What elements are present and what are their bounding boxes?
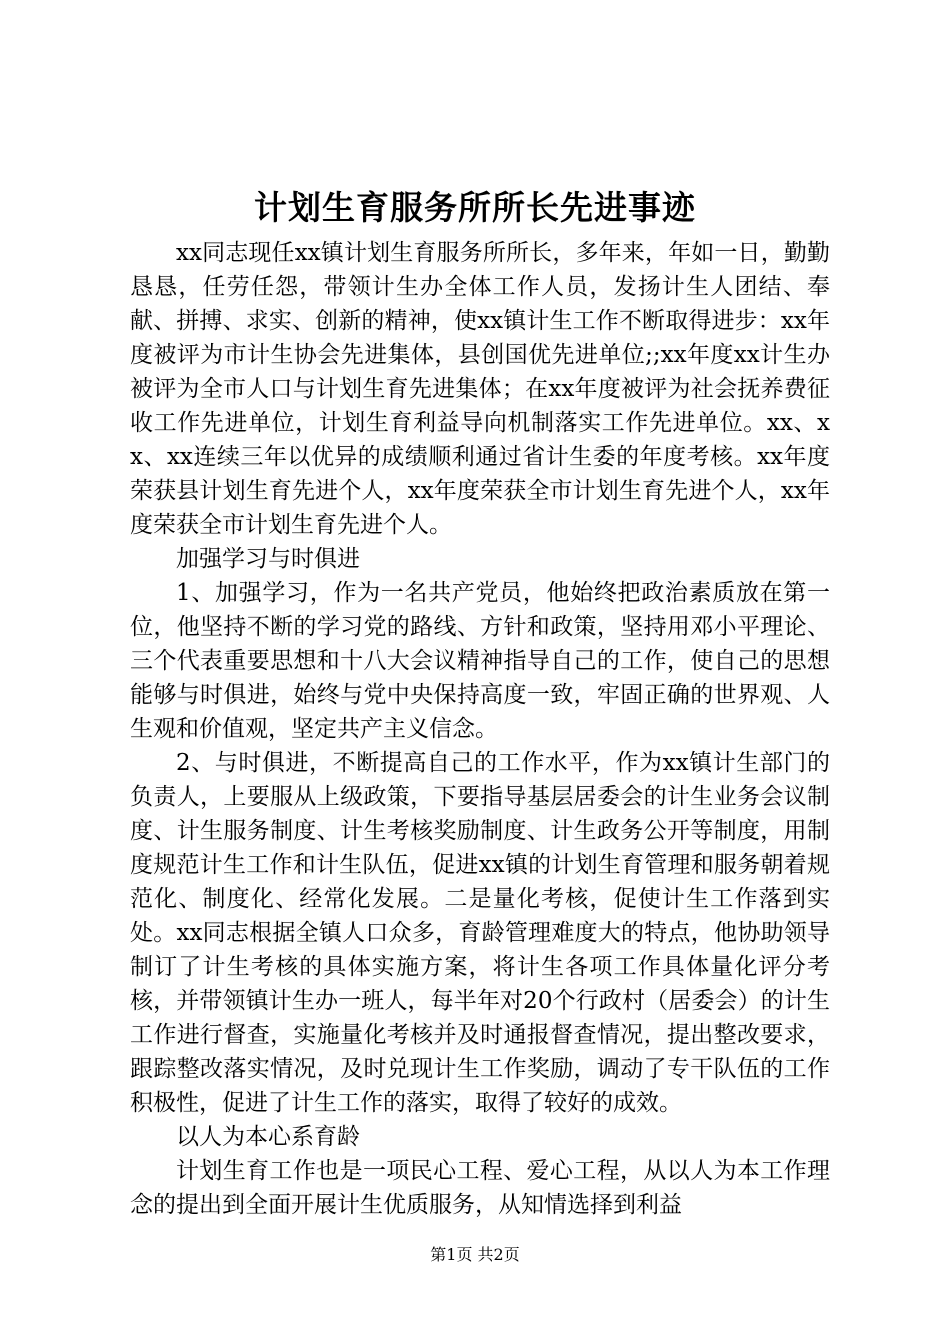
paragraph-intro: xx同志现任xx镇计划生育服务所所长，多年来，年如一日，勤勤恳恳，任劳任怨，带领计生办全体工作人员，发扬计生人团结、奉献、拼搏、求实、创新的精神，使xx镇计生工作不断取得进步：xx年度被评为市计生协会先进集体，县创国优先进单位;;xx年度xx计生办被评为全市人口与计划生育先进集体；在xx年度被评为社会抚养费征收工作先进单位，计划生育利益导向机制落实工作先进单位。xx、xx、xx连续三年以优异的成绩顺利通过省计生委的年度考核。xx年度荣获县计划生育先进个人，xx年度荣获全市计划生育先进个人，xx年度荣获全市计划生育先进个人。 xyxy=(130,240,830,538)
page-footer: 第1页 共2页 xyxy=(430,1245,520,1264)
paragraph-study-2: 2、与时俱进，不断提高自己的工作水平，作为xx镇计生部门的负责人，上要服从上级政策，下要指导基层居委会的计生业务会议制度、计生服务制度、计生考核奖励制度、计生政务公开等制度，用制度规范计生工作和计生队伍，促进xx镇的计划生育管理和服务朝着规范化、制度化、经常化发展。二是量化考核，促使计生工作落到实处。xx同志根据全镇人口众多，育龄管理难度大的特点，他协助领导制订了计生考核的具体实施方案，将计生各项工作具体量化评分考核，并带领镇计生办一班人，每半年对20个行政村（居委会）的计生工作进行督查，实施量化考核并及时通报督查情况，提出整改要求，跟踪整改落实情况，及时兑现计生工作奖励，调动了专干队伍的工作积极性，促进了计生工作的落实，取得了较好的成效。 xyxy=(130,750,830,1116)
paragraph-people: 计划生育工作也是一项民心工程、爱心工程，从以人为本工作理念的提出到全面开展计生优质服务，从知情选择到利益 xyxy=(130,1158,830,1218)
document-body xyxy=(130,236,830,1222)
document-title: 计划生育服务所所长先进事迹 xyxy=(254,188,696,227)
paragraph-study-1: 1、加强学习，作为一名共产党员，他始终把政治素质放在第一位，他坚持不断的学习党的路线、方针和政策，坚持用邓小平理论、三个代表重要思想和十八大会议精神指导自己的工作，使自己的思想能够与时俱进，始终与党中央保持高度一致，牢固正确的世界观、人生观和价值观，坚定共产主义信念。 xyxy=(130,580,830,742)
section-heading-people: 以人为本心系育龄 xyxy=(176,1124,360,1150)
section-heading-study: 加强学习与时俱进 xyxy=(176,546,360,572)
